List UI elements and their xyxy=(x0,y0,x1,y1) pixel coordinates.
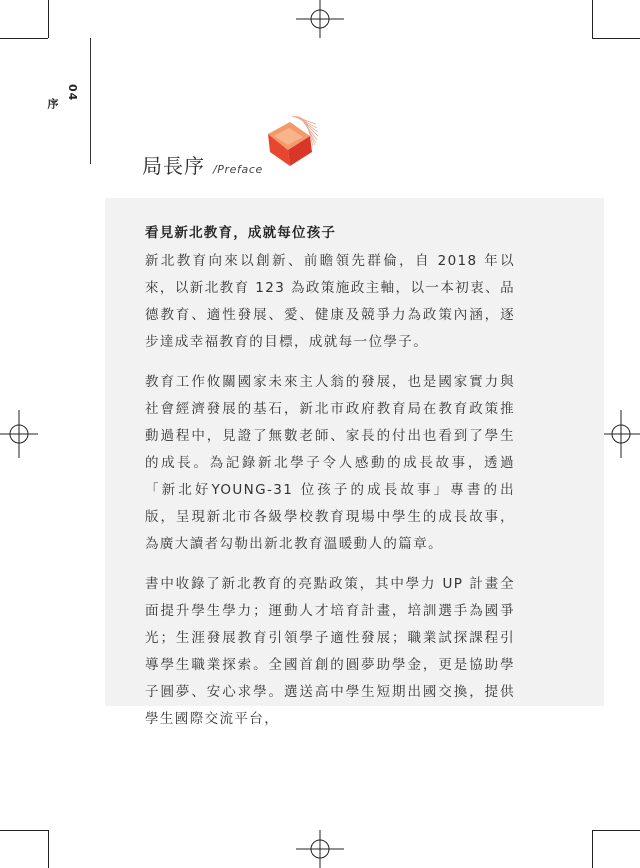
side-rule xyxy=(90,38,91,164)
registration-mark-right xyxy=(602,410,640,458)
paragraph-3: 書中收錄了新北教育的亮點政策，其中學力 UP 計畫全面提升學生學力；運動人才培育計畫，培訓選手為國爭光；生涯發展教育引領學子適性發展；職業試探課程引導學生職業探索。全國首創的圓夢助學金，更是協助學子圓夢、安心求學。選送高中學生短期出國交換，提供學生國際交流平台， xyxy=(145,576,515,727)
cube-logo-icon xyxy=(262,112,322,168)
title-english: /Preface xyxy=(213,163,263,176)
paragraph-2: 教育工作攸關國家未來主人翁的發展，也是國家實力與社會經濟發展的基石，新北市政府教育局在教育政策推動過程中，見證了無數老師、家長的付出也看到了學生的成長。為記錄新北學子令人感動的成長故事，透過「新北好YOUNG-31 位孩子的成長故事」專書的出版，呈現新北市各級學校教育現場中學生的成長故事，為廣大讀者勾勒出新北教育溫暖動人的篇章。 xyxy=(145,374,515,552)
page-title xyxy=(142,150,263,179)
article-body xyxy=(145,222,515,746)
section-label: 序 xyxy=(46,98,59,110)
paragraph-1: 新北教育向來以創新、前瞻領先群倫，自 2018 年以來，以新北教育 123 為政策施政主軸，以一本初衷、品德教育、適性發展、愛、健康及競爭力為政策內涵，逐步達成幸福教育的目標，成就每一位學子。 xyxy=(145,253,515,350)
page-number: 04 xyxy=(66,84,79,102)
registration-mark-left xyxy=(0,410,38,458)
page-side-label xyxy=(46,84,82,110)
title-chinese: 局長序 xyxy=(142,154,205,178)
article-heading: 看見新北教育，成就每位孩子 xyxy=(145,225,337,241)
registration-mark-top xyxy=(296,0,344,38)
registration-mark-bottom xyxy=(296,830,344,868)
